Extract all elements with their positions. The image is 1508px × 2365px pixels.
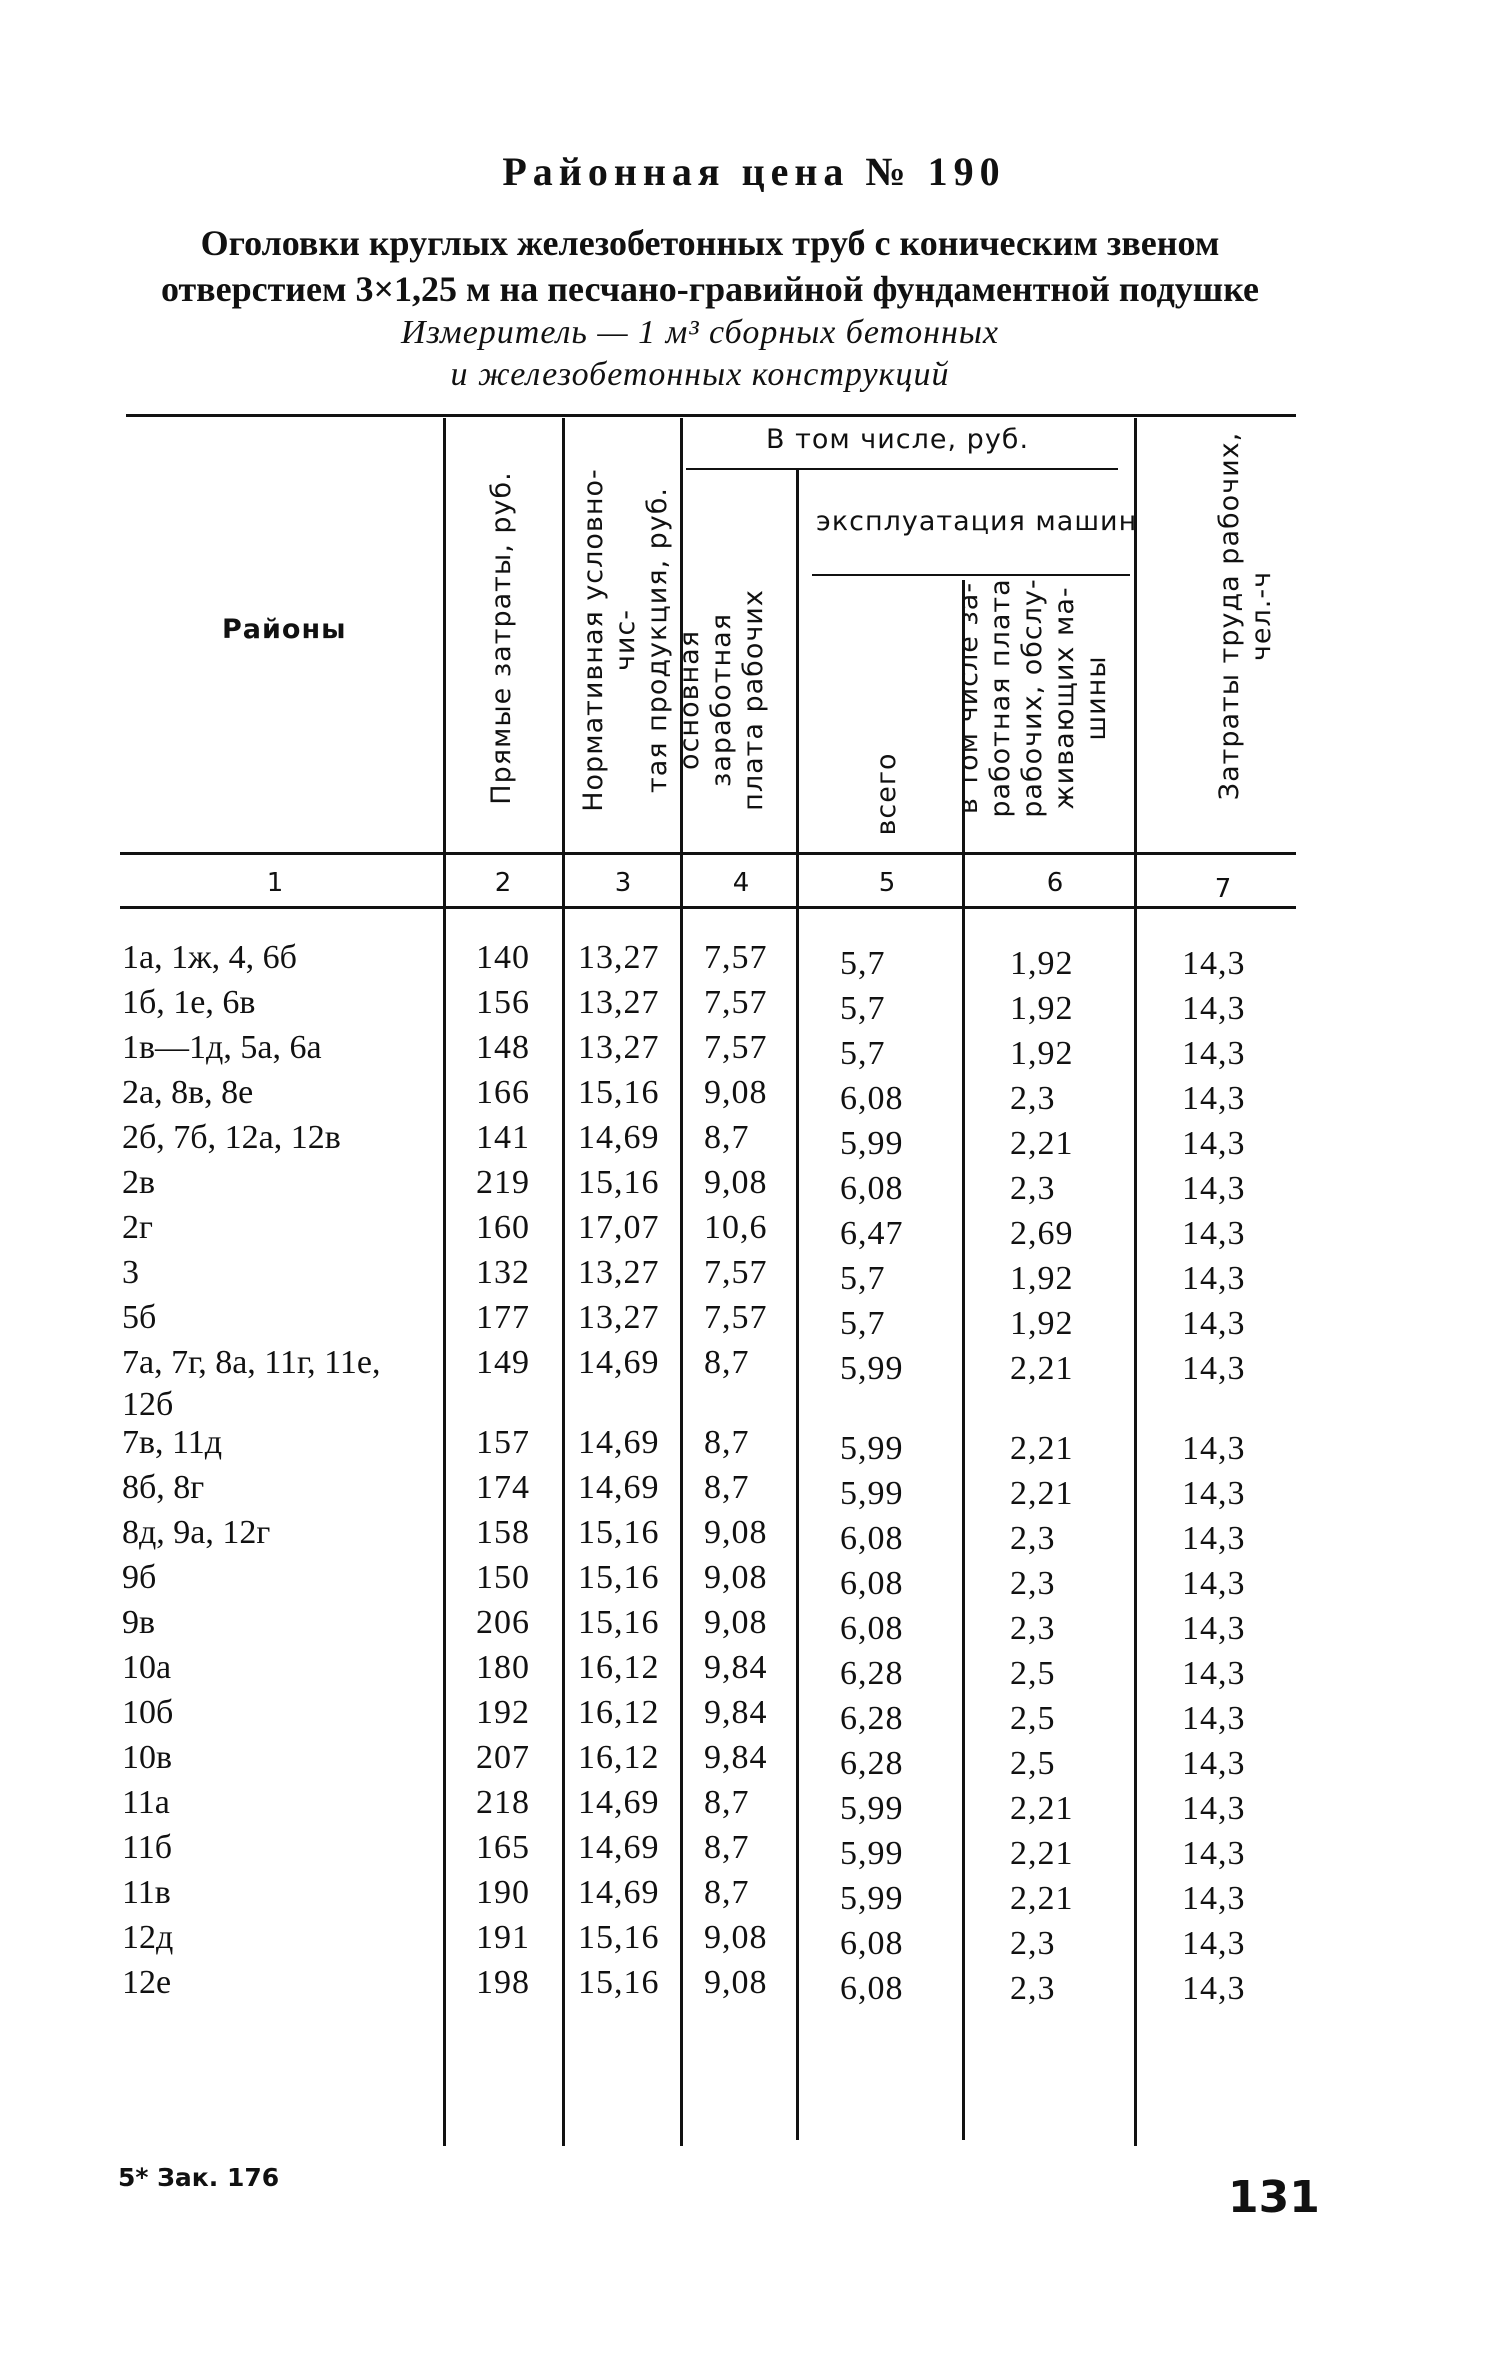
measure-line-1: Измеритель — 1 м³ сборных бетонных: [401, 314, 999, 351]
table-cell-col-6: 1,92: [1010, 1035, 1074, 1072]
table-cell-col-2: 160: [476, 1209, 530, 1246]
col-divider-1: [443, 418, 446, 2146]
table-row-region: 2а, 8в, 8е: [122, 1074, 254, 1111]
table-top-rule: [126, 414, 1296, 417]
table-cell-col-5: 6,08: [840, 1170, 904, 1207]
table-cell-col-2: 157: [476, 1424, 530, 1461]
table-cell-col-7: 14,3: [1182, 1655, 1246, 1692]
table-cell-col-3: 16,12: [578, 1739, 660, 1776]
column-number-1: 1: [266, 868, 284, 898]
table-cell-col-5: 5,99: [840, 1350, 904, 1387]
measure-line-2: и железобетонных конструкций: [450, 356, 950, 393]
table-cell-col-4: 7,57: [704, 984, 768, 1021]
column-number-2: 2: [494, 868, 512, 898]
table-cell-col-2: 166: [476, 1074, 530, 1111]
table-cell-col-4: 8,7: [704, 1424, 750, 1461]
table-cell-col-7: 14,3: [1182, 1880, 1246, 1917]
table-row-region: 1в—1д, 5а, 6а: [122, 1029, 322, 1066]
table-cell-col-7: 14,3: [1182, 990, 1246, 1027]
table-cell-col-4: 8,7: [704, 1874, 750, 1911]
column-number-5: 5: [878, 868, 896, 898]
table-row-region: 11в: [122, 1874, 171, 1911]
table-cell-col-7: 14,3: [1182, 1565, 1246, 1602]
table-row-region: 11а: [122, 1784, 170, 1821]
table-cell-col-6: 2,21: [1010, 1835, 1074, 1872]
table-cell-col-6: 2,3: [1010, 1520, 1056, 1557]
header-machines-total: всего: [871, 752, 902, 836]
table-row-region: 7а, 7г, 8а, 11г, 11е,: [122, 1344, 381, 1381]
table-cell-col-3: 14,69: [578, 1424, 660, 1461]
table-cell-col-4: 9,84: [704, 1694, 768, 1731]
table-cell-col-6: 2,3: [1010, 1565, 1056, 1602]
table-row-region: 2б, 7б, 12а, 12в: [122, 1119, 341, 1156]
table-cell-col-6: 2,3: [1010, 1925, 1056, 1962]
table-cell-col-4: 9,08: [704, 1604, 768, 1641]
table-cell-col-6: 2,5: [1010, 1655, 1056, 1692]
table-cell-col-4: 7,57: [704, 1029, 768, 1066]
table-cell-col-5: 5,99: [840, 1430, 904, 1467]
table-cell-col-5: 6,08: [840, 1925, 904, 1962]
page-title: Районная цена № 190: [502, 149, 1006, 194]
table-cell-col-3: 14,69: [578, 1119, 660, 1156]
table-row-region: 1б, 1е, 6в: [122, 984, 256, 1021]
table-cell-col-3: 17,07: [578, 1209, 660, 1246]
col-divider-2: [562, 418, 565, 2146]
table-cell-col-2: 165: [476, 1829, 530, 1866]
table-cell-col-3: 13,27: [578, 1254, 660, 1291]
table-cell-col-5: 6,47: [840, 1215, 904, 1252]
table-cell-col-3: 14,69: [578, 1469, 660, 1506]
table-cell-col-4: 9,84: [704, 1649, 768, 1686]
table-cell-col-4: 8,7: [704, 1784, 750, 1821]
table-cell-col-6: 2,21: [1010, 1125, 1074, 1162]
table-cell-col-2: 218: [476, 1784, 530, 1821]
header-machines-wage: в том числе за- работная плата рабочих, обслу- живающих ма- шины: [953, 578, 1112, 818]
table-cell-col-5: 6,28: [840, 1655, 904, 1692]
table-cell-col-3: 13,27: [578, 1299, 660, 1336]
table-row-region: 2в: [122, 1164, 156, 1201]
table-cell-col-2: 206: [476, 1604, 530, 1641]
table-cell-col-5: 5,7: [840, 945, 886, 982]
table-cell-col-6: 2,3: [1010, 1080, 1056, 1117]
table-row-region: 1а, 1ж, 4, 6б: [122, 939, 297, 976]
table-cell-col-3: 16,12: [578, 1649, 660, 1686]
table-cell-col-2: 219: [476, 1164, 530, 1201]
table-cell-col-4: 7,57: [704, 1254, 768, 1291]
table-cell-col-7: 14,3: [1182, 1170, 1246, 1207]
table-cell-col-7: 14,3: [1182, 1700, 1246, 1737]
column-number-6: 6: [1046, 868, 1064, 898]
table-cell-col-7: 14,3: [1182, 1430, 1246, 1467]
table-cell-col-7: 14,3: [1182, 1350, 1246, 1387]
table-cell-col-3: 14,69: [578, 1344, 660, 1381]
column-number-7: 7: [1214, 874, 1232, 904]
table-cell-col-4: 8,7: [704, 1829, 750, 1866]
table-cell-col-7: 14,3: [1182, 1835, 1246, 1872]
table-cell-col-7: 14,3: [1182, 1520, 1246, 1557]
column-number-4: 4: [732, 868, 750, 898]
table-cell-col-3: 13,27: [578, 1029, 660, 1066]
table-cell-col-4: 9,08: [704, 1964, 768, 2001]
table-cell-col-4: 10,6: [704, 1209, 768, 1246]
header-machines: эксплуатация машин: [816, 506, 1138, 537]
measure-unit: [300, 312, 1100, 396]
table-cell-col-4: 7,57: [704, 939, 768, 976]
page-number: 131: [1228, 2172, 1320, 2223]
footer-order-note: 5* Зак. 176: [118, 2163, 280, 2192]
table-cell-col-6: 2,69: [1010, 1215, 1074, 1252]
table-cell-col-6: 2,21: [1010, 1790, 1074, 1827]
table-cell-col-2: 150: [476, 1559, 530, 1596]
table-cell-col-5: 5,7: [840, 1035, 886, 1072]
table-cell-col-7: 14,3: [1182, 1925, 1246, 1962]
table-row-region: 2г: [122, 1209, 153, 1246]
table-cell-col-7: 14,3: [1182, 1970, 1246, 2007]
table-row-region: 5б: [122, 1299, 157, 1336]
table-cell-col-6: 2,21: [1010, 1430, 1074, 1467]
table-cell-col-6: 1,92: [1010, 1305, 1074, 1342]
table-cell-col-3: 15,16: [578, 1559, 660, 1596]
table-cell-col-5: 6,08: [840, 1520, 904, 1557]
table-cell-col-6: 2,21: [1010, 1880, 1074, 1917]
subtitle-line-1: Оголовки круглых железобетонных труб с коническим звеном: [200, 223, 1220, 263]
table-cell-col-7: 14,3: [1182, 1610, 1246, 1647]
table-cell-col-4: 8,7: [704, 1469, 750, 1506]
table-cell-col-2: 148: [476, 1029, 530, 1066]
table-cell-col-7: 14,3: [1182, 1475, 1246, 1512]
table-cell-col-3: 15,16: [578, 1164, 660, 1201]
table-cell-col-4: 9,08: [704, 1559, 768, 1596]
table-cell-col-5: 5,99: [840, 1125, 904, 1162]
table-cell-col-5: 6,08: [840, 1080, 904, 1117]
table-cell-col-7: 14,3: [1182, 1215, 1246, 1252]
table-cell-col-7: 14,3: [1182, 1790, 1246, 1827]
table-row-region: 12е: [122, 1964, 172, 2001]
table-cell-col-6: 2,21: [1010, 1350, 1074, 1387]
table-cell-col-7: 14,3: [1182, 1260, 1246, 1297]
table-cell-col-4: 8,7: [704, 1119, 750, 1156]
table-row-region-continued: 12б: [122, 1386, 174, 1423]
table-cell-col-6: 2,5: [1010, 1700, 1056, 1737]
table-cell-col-4: 9,08: [704, 1074, 768, 1111]
table-cell-col-3: 13,27: [578, 939, 660, 976]
table-row-region: 8б, 8г: [122, 1469, 205, 1506]
table-row-region: 12д: [122, 1919, 174, 1956]
table-cell-col-2: 190: [476, 1874, 530, 1911]
table-row-region: 9в: [122, 1604, 156, 1641]
table-cell-col-4: 7,57: [704, 1299, 768, 1336]
table-cell-col-4: 9,84: [704, 1739, 768, 1776]
colnum-bottom-rule: [120, 906, 1296, 909]
table-cell-col-3: 14,69: [578, 1874, 660, 1911]
table-cell-col-4: 9,08: [704, 1164, 768, 1201]
table-cell-col-2: 207: [476, 1739, 530, 1776]
table-cell-col-3: 16,12: [578, 1694, 660, 1731]
table-subtitle: [110, 220, 1310, 312]
table-cell-col-7: 14,3: [1182, 1125, 1246, 1162]
table-cell-col-3: 13,27: [578, 984, 660, 1021]
table-cell-col-3: 15,16: [578, 1964, 660, 2001]
table-cell-col-2: 198: [476, 1964, 530, 2001]
header-normative: Нормативная условно-чис- тая продукция, руб.: [578, 468, 673, 812]
table-cell-col-6: 1,92: [1010, 1260, 1074, 1297]
table-cell-col-7: 14,3: [1182, 1035, 1246, 1072]
col-divider-6: [1134, 418, 1137, 2146]
table-row-region: 10а: [122, 1649, 172, 1686]
header-including: В том числе, руб.: [766, 424, 1030, 455]
including-rule: [686, 468, 1118, 470]
table-cell-col-6: 2,5: [1010, 1745, 1056, 1782]
table-cell-col-2: 177: [476, 1299, 530, 1336]
table-cell-col-5: 5,99: [840, 1835, 904, 1872]
table-cell-col-6: 2,3: [1010, 1970, 1056, 2007]
table-cell-col-2: 132: [476, 1254, 530, 1291]
table-cell-col-5: 6,08: [840, 1565, 904, 1602]
table-cell-col-5: 6,08: [840, 1610, 904, 1647]
table-cell-col-4: 9,08: [704, 1514, 768, 1551]
header-bottom-rule: [120, 852, 1296, 855]
table-cell-col-7: 14,3: [1182, 1745, 1246, 1782]
table-cell-col-2: 174: [476, 1469, 530, 1506]
table-cell-col-2: 141: [476, 1119, 530, 1156]
table-cell-col-6: 1,92: [1010, 990, 1074, 1027]
table-cell-col-2: 158: [476, 1514, 530, 1551]
table-cell-col-3: 15,16: [578, 1919, 660, 1956]
table-cell-col-7: 14,3: [1182, 1305, 1246, 1342]
table-row-region: 7в, 11д: [122, 1424, 223, 1461]
table-cell-col-6: 1,92: [1010, 945, 1074, 982]
table-cell-col-2: 149: [476, 1344, 530, 1381]
header-direct-costs: Прямые затраты, руб.: [486, 471, 517, 805]
table-cell-col-3: 15,16: [578, 1514, 660, 1551]
table-cell-col-5: 5,99: [840, 1475, 904, 1512]
table-row-region: 11б: [122, 1829, 173, 1866]
table-cell-col-2: 180: [476, 1649, 530, 1686]
header-regions: Районы: [222, 614, 347, 645]
table-row-region: 10в: [122, 1739, 173, 1776]
table-row-region: 9б: [122, 1559, 157, 1596]
table-cell-col-4: 9,08: [704, 1919, 768, 1956]
column-number-3: 3: [614, 868, 632, 898]
table-cell-col-5: 5,7: [840, 1305, 886, 1342]
table-cell-col-7: 14,3: [1182, 1080, 1246, 1117]
table-cell-col-3: 14,69: [578, 1784, 660, 1821]
table-cell-col-5: 5,7: [840, 990, 886, 1027]
table-cell-col-2: 191: [476, 1919, 530, 1956]
col-divider-4: [796, 470, 799, 2140]
table-cell-col-5: 5,99: [840, 1880, 904, 1917]
table-cell-col-5: 6,28: [840, 1700, 904, 1737]
table-cell-col-5: 6,08: [840, 1970, 904, 2007]
subtitle-line-2: отверстием 3×1,25 м на песчано-гравийной фундаментной подушке: [160, 269, 1260, 309]
table-cell-col-6: 2,21: [1010, 1475, 1074, 1512]
table-cell-col-2: 140: [476, 939, 530, 976]
table-cell-col-7: 14,3: [1182, 945, 1246, 982]
table-row-region: 8д, 9а, 12г: [122, 1514, 271, 1551]
table-row-region: 3: [122, 1254, 139, 1291]
table-cell-col-5: 5,99: [840, 1790, 904, 1827]
table-cell-col-5: 6,28: [840, 1745, 904, 1782]
table-cell-col-2: 156: [476, 984, 530, 1021]
table-cell-col-3: 14,69: [578, 1829, 660, 1866]
table-cell-col-3: 15,16: [578, 1074, 660, 1111]
table-cell-col-5: 5,7: [840, 1260, 886, 1297]
table-row-region: 10б: [122, 1694, 174, 1731]
table-cell-col-6: 2,3: [1010, 1170, 1056, 1207]
header-base-wage: основная заработная плата рабочих: [674, 589, 769, 811]
table-cell-col-6: 2,3: [1010, 1610, 1056, 1647]
table-cell-col-2: 192: [476, 1694, 530, 1731]
table-cell-col-3: 15,16: [578, 1604, 660, 1641]
table-cell-col-4: 8,7: [704, 1344, 750, 1381]
header-labor: Затраты труда рабочих, чел.-ч: [1214, 431, 1277, 801]
